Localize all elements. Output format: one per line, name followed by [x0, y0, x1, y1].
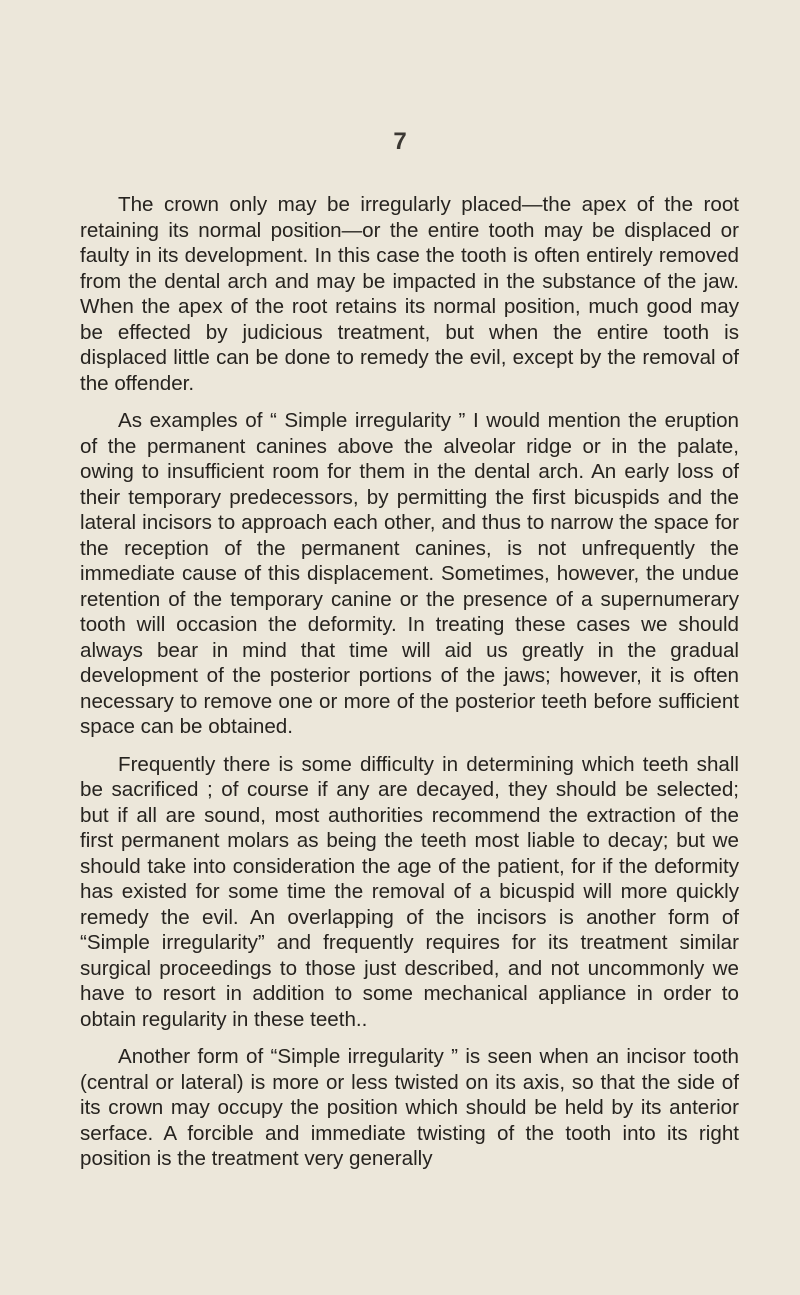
- paragraph-4: Another form of “Simple irregularity ” is seen when an incisor tooth (central or lateral) is more or less twisted on its axis, so that the side of its crown may occupy the position which should be held by its anterior serface. A forcible and immediate twisting of the tooth into its right position is the treatment very generally: [80, 1045, 739, 1170]
- paragraph-1: The crown only may be irregularly placed—the apex of the root retaining its normal position—or the entire tooth may be displaced or faulty in its development. In this case the tooth is often entirely removed from the dental arch and may be impacted in the substance of the jaw. When the apex of the root retains its normal position, much good may be effected by judicious treatment, but when the entire tooth is displaced little can be done to remedy the evil, except by the removal of the offender.: [80, 193, 739, 395]
- paragraph-3: Frequently there is some difficulty in determining which teeth shall be sacrificed ; of course if any are decayed, they should be selected; but if all are sound, most authorities recommend the extraction of the first permanent molars as being the teeth most liable to decay; but we should take into consideration the age of the patient, for if the deformity has existed for some time the removal of a bicuspid will more quickly remedy the evil. An overlapping of the incisors is another form of “Simple irregularity” and frequently requires for its treatment similar surgical proceedings to those just described, and not uncommonly we have to resort in addition to some mechanical appliance in order to obtain regularity in these teeth..: [80, 752, 739, 1031]
- paragraph-2: As examples of “ Simple irregularity ” I would mention the eruption of the permanent canines above the alveolar ridge or in the palate, owing to insufficient room for them in the dental arch. An early loss of their temporary predecessors, by permitting the first bicuspids and the lateral incisors to approach each other, and thus to narrow the space for the reception of the permanent canines, is not unfrequently the immediate cause of this displacement. Sometimes, however, the undue retention of the temporary canine or the presence of a supernumerary tooth will occasion the deformity. In treating these cases we should always bear in mind that time will aid us greatly in the gradual development of the posterior portions of the jaws; however, it is often necessary to remove one or more of the posterior teeth before sufficient space can be obtained.: [80, 409, 739, 738]
- body-text: [80, 192, 739, 1184]
- page-number: 7: [393, 128, 407, 155]
